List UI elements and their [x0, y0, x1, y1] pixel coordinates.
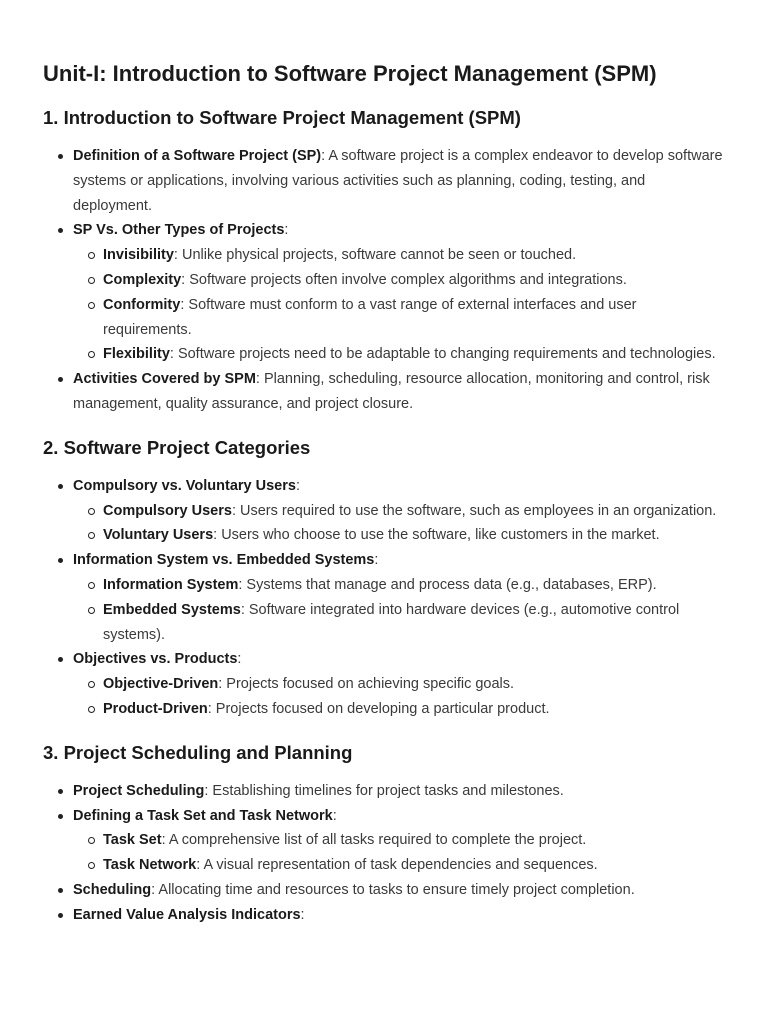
sub-list-item: [73, 293, 728, 343]
list-item: [43, 647, 728, 721]
bullet-list: [43, 144, 728, 417]
item-text: : Users who choose to use the software, like customers in the market.: [213, 527, 660, 544]
item-text: :: [300, 906, 305, 923]
item-text: : Projects focused on developing a particular product.: [207, 700, 550, 717]
sub-list-item: [73, 828, 728, 853]
item-term: Compulsory Users: [103, 502, 232, 519]
bullet-list: [43, 779, 728, 928]
item-text: : Software integrated into hardware devices (e.g., automotive control systems).: [103, 601, 680, 643]
item-text: : Software must conform to a vast range of external interfaces and user requirements.: [103, 296, 637, 338]
section-scheduling-planning: [43, 740, 728, 928]
list-item: [43, 144, 728, 218]
item-term: Scheduling: [73, 881, 152, 898]
item-term: Earned Value Analysis Indicators: [73, 906, 301, 923]
page-title: Unit-I: Introduction to Software Project Management (SPM): [43, 61, 657, 86]
item-text: : A comprehensive list of all tasks required to complete the project.: [161, 832, 587, 849]
list-item: [43, 218, 728, 367]
item-term: Task Set: [103, 832, 162, 849]
item-term: Information System: [103, 576, 239, 593]
sub-bullet-list: [73, 828, 728, 878]
item-text: : Software projects need to be adaptable to changing requirements and technologies.: [169, 346, 716, 363]
sub-list-item: [73, 523, 728, 548]
item-term: Complexity: [103, 271, 182, 288]
item-text: : Planning, scheduling, resource allocation, monitoring and control, risk management, quality assurance, and project closure.: [73, 371, 710, 412]
list-item: [43, 474, 728, 548]
sub-bullet-list: [73, 243, 728, 367]
item-text: :: [237, 651, 242, 668]
item-term: Invisibility: [103, 247, 174, 264]
item-term: Project Scheduling: [73, 782, 205, 799]
list-item: [43, 878, 728, 903]
sub-list-item: [73, 268, 728, 293]
sub-list-item: [73, 243, 728, 268]
item-text: :: [295, 477, 300, 494]
list-item: [43, 779, 728, 804]
item-term: Product-Driven: [103, 700, 208, 717]
item-term: Voluntary Users: [103, 527, 214, 544]
bullet-list: [43, 474, 728, 722]
item-text: : Users required to use the software, such as employees in an organization.: [231, 502, 717, 519]
section-heading: 1. Introduction to Software Project Management (SPM): [43, 107, 521, 128]
sub-bullet-list: [73, 672, 728, 722]
item-text: : Unlike physical projects, software cannot be seen or touched.: [173, 247, 577, 264]
item-text: : Establishing timelines for project tasks and milestones.: [204, 782, 564, 799]
item-term: Defining a Task Set and Task Network: [73, 807, 333, 824]
item-term: Information System vs. Embedded Systems: [73, 552, 375, 569]
item-term: Embedded Systems: [103, 601, 241, 618]
item-term: Conformity: [103, 296, 181, 313]
sub-bullet-list: [73, 573, 728, 647]
sub-bullet-list: [73, 499, 728, 549]
list-item: [43, 903, 728, 928]
item-text: : Systems that manage and process data (e.g., databases, ERP).: [238, 576, 657, 593]
item-term: Flexibility: [103, 346, 170, 363]
item-text: : A visual representation of task dependencies and sequences.: [196, 857, 598, 874]
section-heading: 2. Software Project Categories: [43, 436, 311, 458]
section-project-categories: [43, 435, 728, 722]
item-text: : Allocating time and resources to tasks to ensure timely project completion.: [151, 881, 635, 898]
item-term: Compulsory vs. Voluntary Users: [73, 477, 296, 494]
item-term: SP Vs. Other Types of Projects: [73, 222, 285, 239]
section-introduction: [43, 105, 728, 417]
list-item: [43, 548, 728, 647]
sub-list-item: [73, 598, 728, 648]
item-text: :: [332, 807, 337, 824]
item-term: Objective-Driven: [103, 676, 219, 693]
sub-list-item: [73, 853, 728, 878]
item-text: : A software project is a complex endeavor to develop software systems or applications, involving various activities such as planning, coding, testing, and deployment.: [73, 148, 723, 214]
item-term: Task Network: [103, 857, 197, 874]
sub-list-item: [73, 573, 728, 598]
item-term: Objectives vs. Products: [73, 651, 238, 668]
list-item: [43, 804, 728, 878]
sub-list-item: [73, 672, 728, 697]
item-term: Activities Covered by SPM: [73, 371, 256, 388]
item-text: :: [374, 552, 379, 569]
item-text: : Software projects often involve complex algorithms and integrations.: [181, 271, 627, 288]
item-text: :: [284, 222, 289, 239]
sub-list-item: [73, 342, 728, 367]
item-term: Definition of a Software Project (SP): [73, 148, 322, 164]
sub-list-item: [73, 697, 728, 722]
item-text: : Projects focused on achieving specific goals.: [218, 676, 515, 693]
section-heading: 3. Project Scheduling and Planning: [43, 741, 353, 763]
sub-list-item: [73, 499, 728, 524]
list-item: [43, 367, 728, 417]
